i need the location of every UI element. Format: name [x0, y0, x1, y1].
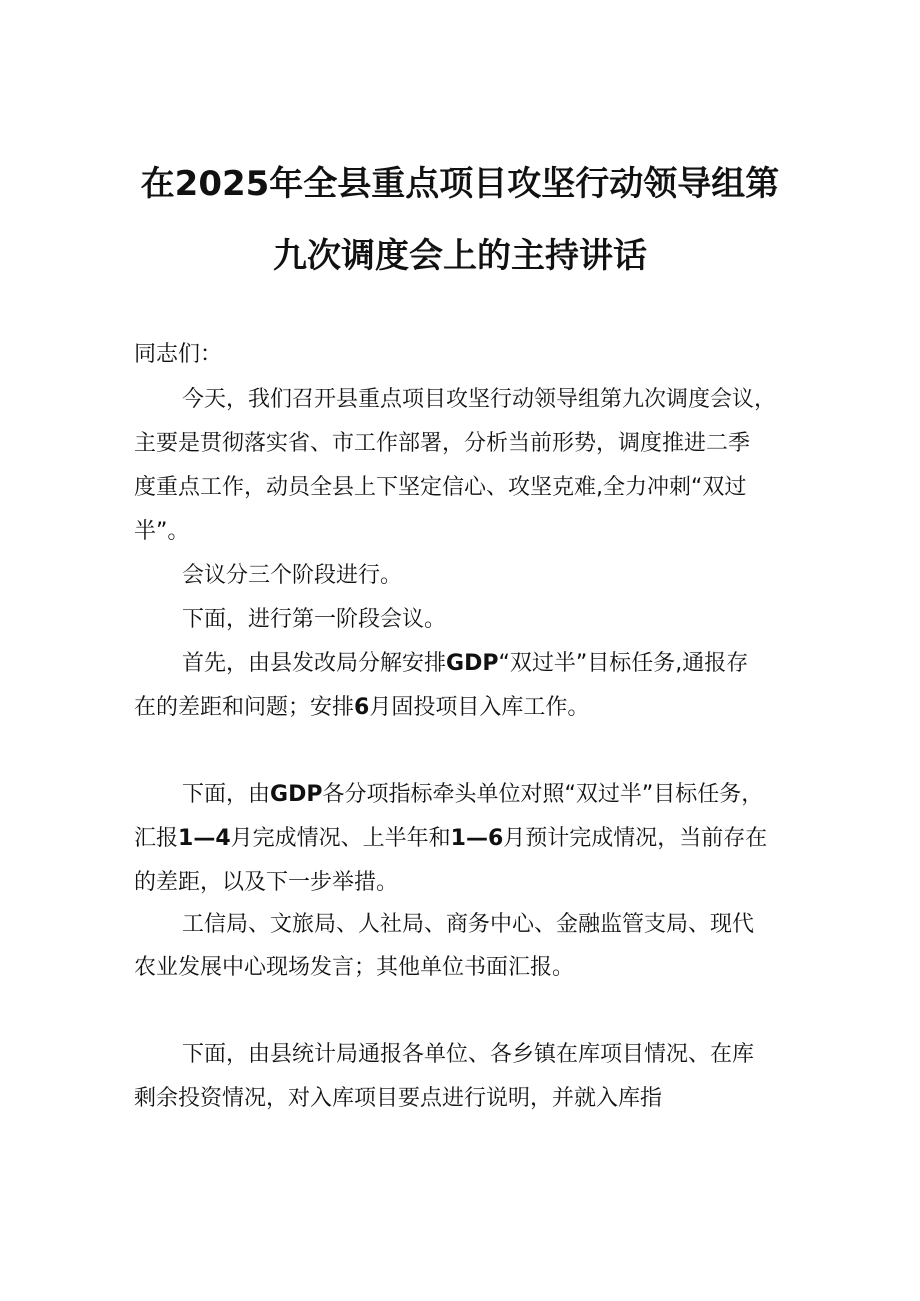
paragraph-1-line-3: 度重点工作，动员全县上下坚定信心、攻坚克难,全力冲刺“双过	[134, 475, 747, 500]
paragraph-5-line-2	[134, 819, 794, 859]
paragraph-1-line-2: 主要是贯彻落实省、市工作部署，分析当前形势，调度推进二季	[134, 431, 751, 456]
paragraph-1-line-4: 半”。	[134, 519, 190, 544]
paragraph-7-line-1: 下面，由县统计局通报各单位、各乡镇在库项目情况、在库	[182, 1042, 755, 1067]
paragraph-4-line-2	[134, 688, 794, 728]
paragraph-4-line-1-text-c: “双过半”目标任务,通报存	[498, 651, 749, 676]
paragraph-6-line-1: 工信局、文旅局、人社局、商务中心、金融监管支局、现代	[182, 912, 755, 937]
paragraph-5-line-2-range-1: 1—4	[178, 826, 231, 851]
paragraph-5-line-1-text-c: 各分项指标牵头单位对照“双过半”目标任务，	[322, 782, 764, 807]
document-title-line-1: 在2025年全县重点项目攻坚行动领导组第	[140, 164, 780, 204]
document-title-line-2: 九次调度会上的主持讲话	[273, 236, 647, 276]
paragraph-6-line-2: 农业发展中心现场发言；其他单位书面汇报。	[134, 955, 575, 980]
paragraph-5-line-2-range-2: 1—6	[450, 826, 504, 851]
paragraph-1-line-1: 今天，我们召开县重点项目攻坚行动领导组第九次调度会议，	[182, 387, 777, 412]
paragraph-4-line-1-text-a: 首先，由县发改局分解安排	[182, 651, 447, 676]
paragraph-4-line-2-month: 6	[354, 695, 370, 720]
paragraph-4-line-1	[182, 644, 842, 684]
paragraph-4-line-2-text-a: 在的差距和问题；安排	[134, 695, 355, 720]
paragraph-5-line-1	[182, 775, 842, 815]
paragraph-7-line-2: 剩余投资情况，对入库项目要点进行说明，并就入库指	[134, 1086, 663, 1111]
paragraph-2: 会议分三个阶段进行。	[182, 563, 403, 588]
paragraph-5-line-2-text-a: 汇报	[134, 826, 179, 851]
paragraph-4-line-2-text-c: 月固投项目入库工作。	[369, 695, 590, 720]
paragraph-5-line-2-text-c: 月完成情况、上半年和	[230, 826, 451, 851]
paragraph-3: 下面，进行第一阶段会议。	[182, 607, 447, 632]
paragraph-5-line-2-text-e: 月预计完成情况，当前存在	[503, 826, 768, 851]
paragraph-5-line-3: 的差距，以及下一步举措。	[134, 870, 399, 895]
paragraph-5-line-1-gdp: GDP	[270, 782, 323, 807]
paragraph-5-line-1-text-a: 下面，由	[182, 782, 271, 807]
paragraph-4-line-1-gdp: GDP	[446, 651, 499, 676]
salutation: 同志们：	[134, 342, 223, 367]
